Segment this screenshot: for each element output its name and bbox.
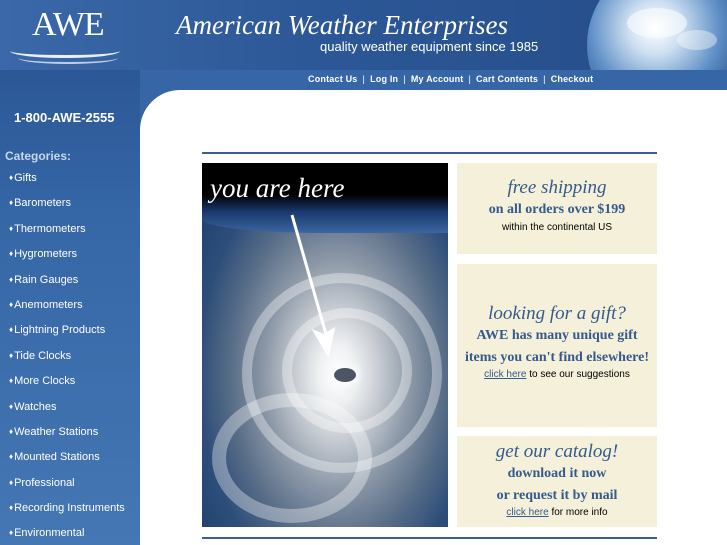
category-label: Hygrometers (14, 248, 78, 261)
nav-link-checkout[interactable]: Checkout (550, 74, 594, 84)
category-item-lightning-products[interactable] (9, 323, 125, 348)
content-divider-top (202, 152, 657, 154)
diamond-bullet-icon: ♦ (9, 426, 14, 436)
diamond-bullet-icon: ♦ (9, 350, 14, 360)
category-item-recording-instruments[interactable] (9, 501, 125, 526)
gift-promo (457, 264, 657, 427)
category-label: Thermometers (14, 222, 86, 235)
diamond-bullet-icon: ♦ (9, 198, 14, 208)
diamond-bullet-icon: ♦ (9, 173, 14, 182)
logo-swoosh (18, 52, 118, 64)
category-label: Recording Instruments (14, 502, 125, 515)
category-label: Tide Clocks (14, 349, 72, 362)
site-header (0, 0, 727, 70)
pointer-arrow-icon (202, 163, 448, 527)
globe-cloud (677, 30, 717, 50)
globe-cloud (627, 8, 687, 38)
hurricane-hero-image[interactable] (202, 163, 448, 527)
awe-logo[interactable] (10, 4, 120, 70)
content-divider-bottom (202, 537, 657, 539)
category-label: Barometers (14, 197, 71, 210)
nav-separator: | (468, 74, 472, 84)
promo-line: download it now (507, 466, 607, 481)
category-item-mounted-stations[interactable] (9, 450, 125, 475)
left-sidebar (0, 70, 140, 545)
category-item-barometers[interactable] (9, 196, 125, 221)
nav-link-log-in[interactable]: Log In (370, 74, 399, 84)
nav-link-my-account[interactable]: My Account (410, 74, 464, 84)
category-item-weather-stations[interactable] (9, 425, 125, 450)
category-label: Professional (14, 476, 75, 489)
promo-line: AWE has many unique gift (476, 328, 638, 343)
category-item-more-clocks[interactable] (9, 374, 125, 399)
category-item-tide-clocks[interactable] (9, 349, 125, 374)
diamond-bullet-icon: ♦ (9, 452, 14, 462)
category-item-environmental[interactable] (9, 526, 125, 545)
category-label: Environmental (14, 527, 85, 540)
categories-heading: Categories: (5, 149, 72, 163)
site-title: American Weather Enterprises (176, 10, 508, 40)
category-item-anemometers[interactable] (9, 298, 125, 323)
gift-suggestions-link[interactable]: click here (484, 369, 527, 380)
category-label: Lightning Products (14, 324, 106, 337)
promo-note: for more info (551, 507, 608, 518)
promo-line: or request it by mail (496, 488, 618, 503)
promo-headline: looking for a gift? (488, 303, 626, 324)
nav-separator: | (403, 74, 406, 84)
logo-text: AWE (32, 6, 104, 43)
category-label: Anemometers (14, 298, 83, 311)
category-item-watches[interactable] (9, 400, 125, 425)
catalog-info-link[interactable]: click here (506, 507, 549, 518)
promo-note: to see our suggestions (529, 369, 630, 380)
nav-separator: | (543, 74, 546, 84)
nav-separator: | (362, 74, 366, 84)
promo-headline: get our catalog! (495, 441, 619, 462)
diamond-bullet-icon: ♦ (9, 249, 14, 259)
category-label: More Clocks (14, 375, 76, 388)
diamond-bullet-icon: ♦ (9, 274, 14, 284)
phone-number: 1-800-AWE-2555 (14, 110, 115, 125)
diamond-bullet-icon: ♦ (9, 376, 14, 386)
category-list (9, 171, 125, 545)
hero-caption: you are here (210, 173, 345, 203)
category-item-thermometers[interactable] (9, 222, 125, 247)
diamond-bullet-icon: ♦ (9, 299, 14, 309)
promo-line: on all orders over $199 (488, 202, 626, 217)
diamond-bullet-icon: ♦ (9, 223, 14, 233)
category-label: Weather Stations (14, 425, 99, 438)
category-item-gifts[interactable] (9, 171, 125, 196)
promo-note: within the continental US (501, 222, 613, 233)
category-item-hygrometers[interactable] (9, 247, 125, 272)
nav-link-cart-contents[interactable]: Cart Contents (476, 74, 539, 84)
category-label: Mounted Stations (14, 451, 100, 464)
diamond-bullet-icon: ♦ (9, 477, 14, 487)
promo-headline: free shipping (507, 177, 607, 198)
promo-line: items you can't find elsewhere! (464, 350, 650, 365)
category-item-rain-gauges[interactable] (9, 273, 125, 298)
category-item-professional[interactable] (9, 476, 125, 501)
catalog-promo (457, 436, 657, 527)
promo-link-row (457, 369, 657, 380)
nav-link-contact-us[interactable]: Contact Us (308, 74, 358, 84)
diamond-bullet-icon: ♦ (9, 503, 14, 513)
promo-link-row (457, 507, 657, 518)
top-nav-links (308, 74, 593, 84)
category-label: Rain Gauges (14, 273, 79, 286)
category-label: Watches (14, 400, 57, 413)
diamond-bullet-icon: ♦ (9, 401, 14, 411)
diamond-bullet-icon: ♦ (9, 528, 14, 538)
free-shipping-promo[interactable] (457, 163, 657, 254)
diamond-bullet-icon: ♦ (9, 325, 14, 335)
category-label: Gifts (14, 172, 37, 184)
site-tagline: quality weather equipment since 1985 (320, 39, 539, 54)
